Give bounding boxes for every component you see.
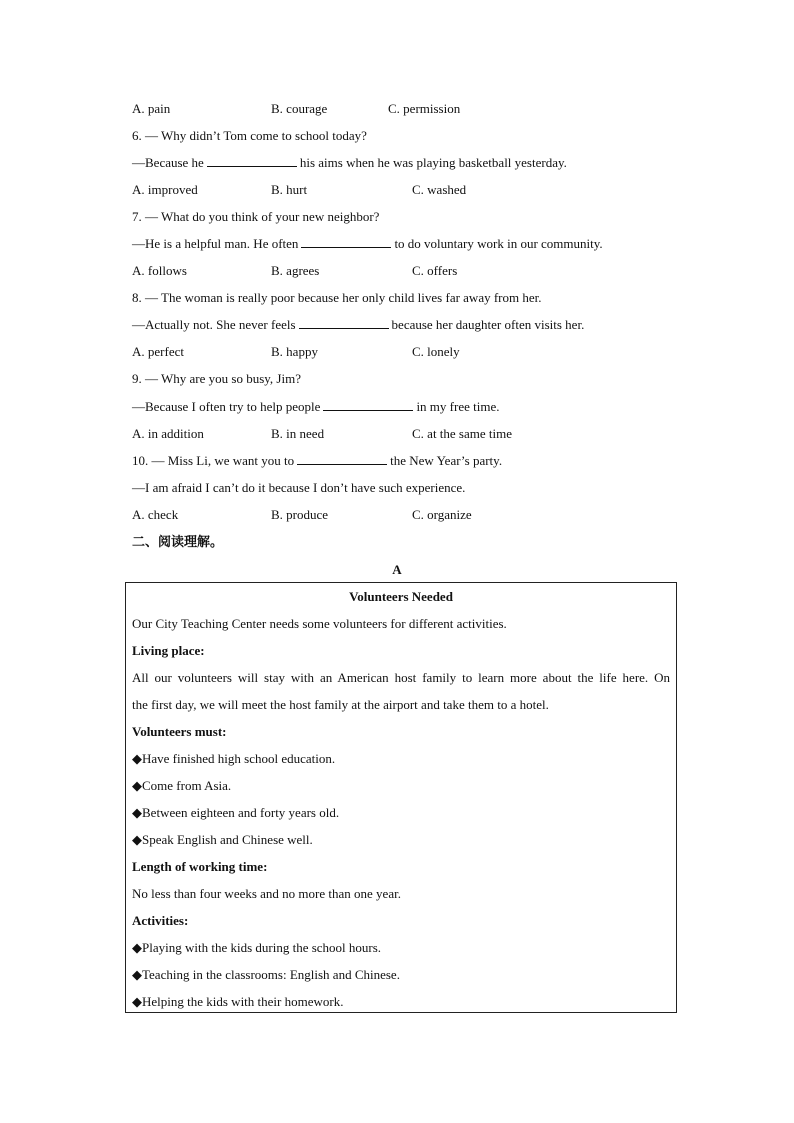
q5-options: [132, 101, 692, 117]
activity-item: ◆Helping the kids with their homework.: [132, 994, 344, 1009]
q7-answer-before: —He is a helpful man. He often: [132, 236, 299, 251]
notice-intro: Our City Teaching Center needs some volunteers for different activities.: [132, 616, 507, 631]
requirements-heading: Volunteers must:: [132, 724, 227, 739]
q9-answer: [132, 399, 499, 415]
q10-option-c: C. organize: [412, 507, 472, 522]
q5-option-c: C. permission: [388, 101, 461, 116]
q7-question: 7. — What do you think of your new neighbor?: [132, 209, 380, 224]
q10-option-b: B. produce: [271, 507, 329, 522]
q6-question: 6. — Why didn’t Tom come to school today?: [132, 128, 367, 143]
q9-question: 9. — Why are you so busy, Jim?: [132, 371, 301, 386]
section-title: 二、阅读理解。: [132, 535, 224, 550]
q5-option-a: A. pain: [132, 101, 171, 116]
requirement-item: ◆Have finished high school education.: [132, 751, 336, 766]
q6-option-c: C. washed: [412, 182, 467, 197]
q10-question-after: the New Year’s party.: [390, 453, 503, 468]
living-place-line-1: All our volunteers will stay with an American host family to learn more about the life here. On: [132, 670, 670, 685]
q10-blank: [297, 453, 387, 465]
q8-answer-after: because her daughter often visits her.: [391, 317, 585, 332]
q5-option-b: B. courage: [271, 101, 328, 116]
q8-answer: [132, 317, 584, 333]
working-time-text: No less than four weeks and no more than one year.: [132, 886, 401, 901]
q9-options: [132, 426, 692, 442]
working-time-heading: Length of working time:: [132, 859, 268, 874]
notice-title: Volunteers Needed: [349, 589, 453, 604]
q9-option-c: C. at the same time: [412, 426, 513, 441]
activities-heading: Activities:: [132, 913, 189, 928]
q6-option-a: A. improved: [132, 182, 198, 197]
activity-item: ◆Teaching in the classrooms: English and Chinese.: [132, 967, 400, 982]
q8-option-b: B. happy: [271, 344, 318, 359]
activity-item: ◆Playing with the kids during the school hours.: [132, 940, 382, 955]
q6-option-b: B. hurt: [271, 182, 308, 197]
q8-options: [132, 344, 692, 360]
q10-question: [132, 453, 502, 469]
q6-blank: [207, 155, 297, 167]
q7-blank: [301, 236, 391, 248]
living-place-heading: Living place:: [132, 643, 205, 658]
q10-question-before: 10. — Miss Li, we want you to: [132, 453, 295, 468]
q7-answer: [132, 236, 603, 252]
q9-answer-before: —Because I often try to help people: [132, 399, 321, 414]
q7-answer-after: to do voluntary work in our community.: [394, 236, 603, 251]
q6-answer: [132, 155, 567, 171]
q7-options: [132, 263, 692, 279]
q8-question: 8. — The woman is really poor because her only child lives far away from her.: [132, 290, 542, 305]
passage-label: A: [392, 562, 402, 577]
q6-answer-after: his aims when he was playing basketball yesterday.: [299, 155, 567, 170]
q9-blank: [323, 399, 413, 411]
requirement-item: ◆Come from Asia.: [132, 778, 232, 793]
requirement-item: ◆Speak English and Chinese well.: [132, 832, 313, 847]
living-place-line-2: the first day, we will meet the host family at the airport and take them to a hotel.: [132, 697, 549, 712]
q9-answer-after: in my free time.: [416, 399, 500, 414]
q8-option-c: C. lonely: [412, 344, 460, 359]
q6-options: [132, 182, 692, 198]
q8-option-a: A. perfect: [132, 344, 184, 359]
q7-option-a: A. follows: [132, 263, 187, 278]
requirement-item: ◆Between eighteen and forty years old.: [132, 805, 340, 820]
q7-option-b: B. agrees: [271, 263, 320, 278]
q10-answer: —I am afraid I can’t do it because I don’t have such experience.: [132, 480, 466, 495]
notice-box: [125, 582, 677, 1013]
q10-option-a: A. check: [132, 507, 179, 522]
q8-blank: [299, 317, 389, 329]
q9-option-b: B. in need: [271, 426, 325, 441]
q7-option-c: C. offers: [412, 263, 458, 278]
q6-answer-before: —Because he: [132, 155, 204, 170]
q8-answer-before: —Actually not. She never feels: [132, 317, 296, 332]
q9-option-a: A. in addition: [132, 426, 204, 441]
q10-options: [132, 507, 692, 523]
